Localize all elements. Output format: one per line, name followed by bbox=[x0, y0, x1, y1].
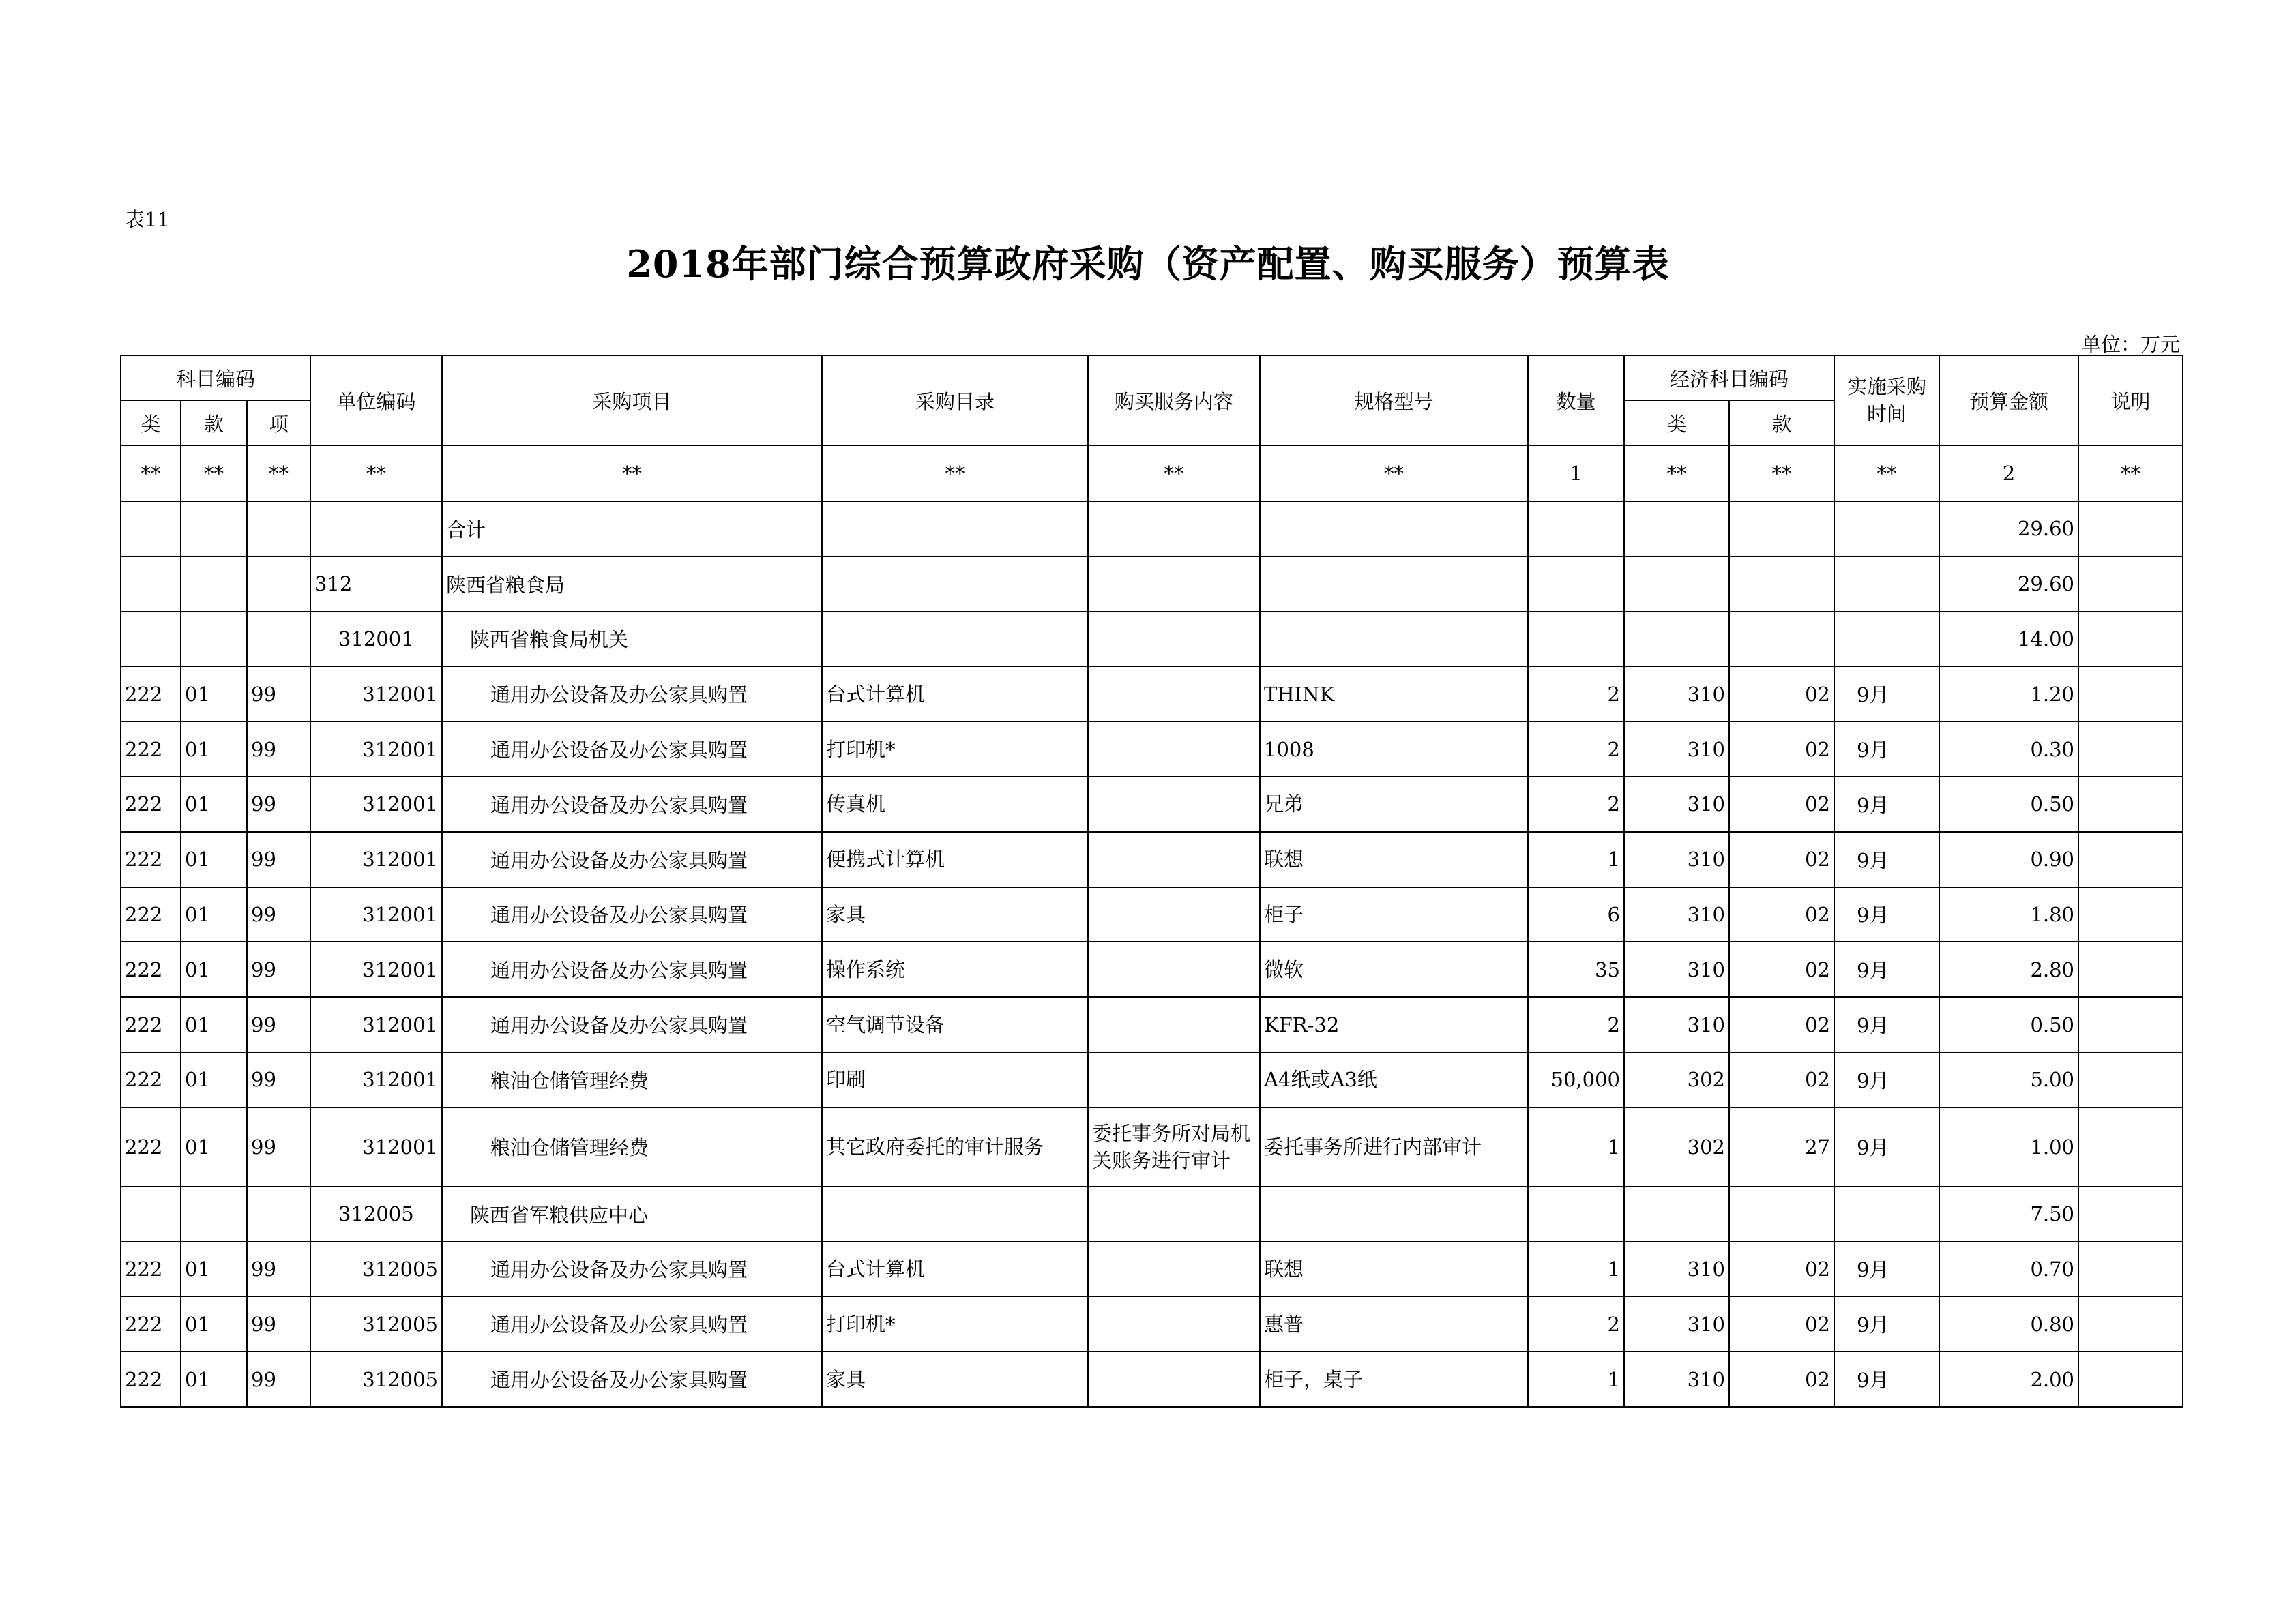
cell-note bbox=[2078, 1107, 2183, 1187]
cell-spec: 惠普 bbox=[1260, 1296, 1528, 1352]
cell-kuan bbox=[181, 556, 247, 612]
cell-kuan: 01 bbox=[181, 942, 247, 997]
cell-econ-lei: 310 bbox=[1624, 832, 1729, 887]
budget-table bbox=[120, 355, 2183, 1408]
table-row bbox=[121, 501, 2183, 556]
cell-spec bbox=[1260, 556, 1528, 612]
cell-unit-code bbox=[310, 501, 442, 556]
cell-unit-code: 312005 bbox=[310, 1242, 442, 1297]
cell-note bbox=[2078, 501, 2183, 556]
cell-amount: 1.20 bbox=[1939, 666, 2078, 721]
table-row bbox=[121, 1352, 2183, 1407]
cell-project: 通用办公设备及办公家具购置 bbox=[442, 1296, 822, 1352]
header-lei: 类 bbox=[121, 400, 181, 445]
cell-xiang: 99 bbox=[247, 832, 310, 887]
cell-amount: 0.80 bbox=[1939, 1296, 2078, 1352]
cell-kuan: 01 bbox=[181, 666, 247, 721]
cell-service bbox=[1088, 1187, 1260, 1242]
cell-kuan: 01 bbox=[181, 777, 247, 832]
cell-service bbox=[1088, 1296, 1260, 1352]
header-econ-kuan: 款 bbox=[1729, 400, 1834, 445]
cell-spec: 1008 bbox=[1260, 721, 1528, 777]
cell-amount: 2.80 bbox=[1939, 942, 2078, 997]
cell-amount: 7.50 bbox=[1939, 1187, 2078, 1242]
cell-kuan bbox=[181, 501, 247, 556]
table-row bbox=[121, 997, 2183, 1052]
cell-catalog: 空气调节设备 bbox=[822, 997, 1088, 1052]
header-row-1 bbox=[121, 355, 2183, 400]
code-cell: ** bbox=[442, 445, 822, 501]
cell-note bbox=[2078, 556, 2183, 612]
cell-spec: 联想 bbox=[1260, 1242, 1528, 1297]
cell-time: 9月 bbox=[1834, 1296, 1939, 1352]
cell-xiang: 99 bbox=[247, 1242, 310, 1297]
cell-lei bbox=[121, 556, 181, 612]
page-title: 2018年部门综合预算政府采购（资产配置、购买服务）预算表 bbox=[626, 242, 1670, 286]
cell-xiang bbox=[247, 1187, 310, 1242]
header-unit-code: 单位编码 bbox=[310, 355, 442, 445]
cell-quantity: 2 bbox=[1528, 721, 1624, 777]
table-row bbox=[121, 612, 2183, 667]
cell-amount: 0.50 bbox=[1939, 997, 2078, 1052]
cell-lei: 222 bbox=[121, 997, 181, 1052]
cell-kuan: 01 bbox=[181, 1242, 247, 1297]
header-service-content: 购买服务内容 bbox=[1088, 355, 1260, 445]
cell-service bbox=[1088, 1242, 1260, 1297]
cell-catalog: 操作系统 bbox=[822, 942, 1088, 997]
cell-unit-code: 312001 bbox=[310, 612, 442, 667]
cell-catalog: 家具 bbox=[822, 1352, 1088, 1407]
cell-catalog: 印刷 bbox=[822, 1052, 1088, 1107]
cell-lei: 222 bbox=[121, 721, 181, 777]
cell-note bbox=[2078, 1296, 2183, 1352]
header-subject-code: 科目编码 bbox=[121, 355, 310, 400]
cell-econ-lei: 310 bbox=[1624, 777, 1729, 832]
header-amount: 预算金额 bbox=[1939, 355, 2078, 445]
cell-lei bbox=[121, 1187, 181, 1242]
cell-econ-lei: 310 bbox=[1624, 1242, 1729, 1297]
cell-econ-kuan bbox=[1729, 501, 1834, 556]
cell-service bbox=[1088, 997, 1260, 1052]
cell-project: 通用办公设备及办公家具购置 bbox=[442, 832, 822, 887]
cell-quantity: 2 bbox=[1528, 1296, 1624, 1352]
cell-catalog bbox=[822, 612, 1088, 667]
cell-note bbox=[2078, 1242, 2183, 1297]
cell-catalog: 传真机 bbox=[822, 777, 1088, 832]
cell-xiang: 99 bbox=[247, 721, 310, 777]
cell-econ-lei bbox=[1624, 556, 1729, 612]
cell-note bbox=[2078, 832, 2183, 887]
cell-service bbox=[1088, 942, 1260, 997]
cell-kuan: 01 bbox=[181, 832, 247, 887]
cell-econ-lei: 310 bbox=[1624, 887, 1729, 942]
cell-econ-kuan: 02 bbox=[1729, 1352, 1834, 1407]
code-cell: ** bbox=[181, 445, 247, 501]
cell-xiang: 99 bbox=[247, 777, 310, 832]
cell-spec: 柜子，桌子 bbox=[1260, 1352, 1528, 1407]
cell-xiang bbox=[247, 501, 310, 556]
cell-time bbox=[1834, 501, 1939, 556]
code-cell: ** bbox=[121, 445, 181, 501]
cell-project: 合计 bbox=[442, 501, 822, 556]
cell-unit-code: 312005 bbox=[310, 1187, 442, 1242]
cell-xiang bbox=[247, 612, 310, 667]
cell-spec: KFR-32 bbox=[1260, 997, 1528, 1052]
code-row bbox=[121, 445, 2183, 501]
cell-unit-code: 312001 bbox=[310, 666, 442, 721]
cell-amount: 0.70 bbox=[1939, 1242, 2078, 1297]
cell-service bbox=[1088, 1352, 1260, 1407]
cell-quantity: 1 bbox=[1528, 832, 1624, 887]
cell-project: 通用办公设备及办公家具购置 bbox=[442, 997, 822, 1052]
cell-spec: 微软 bbox=[1260, 942, 1528, 997]
cell-econ-lei: 310 bbox=[1624, 666, 1729, 721]
cell-note bbox=[2078, 612, 2183, 667]
cell-catalog: 打印机* bbox=[822, 721, 1088, 777]
cell-econ-lei: 310 bbox=[1624, 1352, 1729, 1407]
cell-amount: 0.30 bbox=[1939, 721, 2078, 777]
cell-econ-kuan: 02 bbox=[1729, 942, 1834, 997]
cell-amount: 14.00 bbox=[1939, 612, 2078, 667]
cell-note bbox=[2078, 777, 2183, 832]
cell-quantity bbox=[1528, 556, 1624, 612]
cell-econ-kuan bbox=[1729, 612, 1834, 667]
cell-quantity: 6 bbox=[1528, 887, 1624, 942]
cell-quantity: 1 bbox=[1528, 1107, 1624, 1187]
cell-econ-kuan: 02 bbox=[1729, 832, 1834, 887]
cell-xiang: 99 bbox=[247, 997, 310, 1052]
cell-lei bbox=[121, 612, 181, 667]
cell-time: 9月 bbox=[1834, 777, 1939, 832]
cell-econ-kuan: 02 bbox=[1729, 666, 1834, 721]
table-label: 表11 bbox=[125, 208, 170, 231]
code-cell: ** bbox=[1834, 445, 1939, 501]
cell-amount: 1.80 bbox=[1939, 887, 2078, 942]
cell-econ-kuan: 02 bbox=[1729, 777, 1834, 832]
cell-note bbox=[2078, 721, 2183, 777]
cell-amount: 1.00 bbox=[1939, 1107, 2078, 1187]
header-note: 说明 bbox=[2078, 355, 2183, 445]
cell-kuan: 01 bbox=[181, 997, 247, 1052]
cell-econ-kuan: 02 bbox=[1729, 997, 1834, 1052]
cell-spec: 柜子 bbox=[1260, 887, 1528, 942]
cell-note bbox=[2078, 1352, 2183, 1407]
header-catalog: 采购目录 bbox=[822, 355, 1088, 445]
cell-econ-lei: 310 bbox=[1624, 997, 1729, 1052]
cell-spec bbox=[1260, 1187, 1528, 1242]
cell-service bbox=[1088, 887, 1260, 942]
table-row bbox=[121, 666, 2183, 721]
cell-spec bbox=[1260, 612, 1528, 667]
cell-service bbox=[1088, 1052, 1260, 1107]
cell-unit-code: 312001 bbox=[310, 1052, 442, 1107]
cell-lei: 222 bbox=[121, 1052, 181, 1107]
table-body bbox=[121, 501, 2183, 1407]
cell-service bbox=[1088, 501, 1260, 556]
cell-catalog: 其它政府委托的审计服务 bbox=[822, 1107, 1088, 1187]
header-econ-lei: 类 bbox=[1624, 400, 1729, 445]
cell-note bbox=[2078, 942, 2183, 997]
header-project: 采购项目 bbox=[442, 355, 822, 445]
cell-econ-lei bbox=[1624, 612, 1729, 667]
cell-service bbox=[1088, 666, 1260, 721]
cell-lei: 222 bbox=[121, 887, 181, 942]
cell-xiang: 99 bbox=[247, 887, 310, 942]
cell-catalog: 便携式计算机 bbox=[822, 832, 1088, 887]
cell-unit-code: 312001 bbox=[310, 942, 442, 997]
cell-quantity bbox=[1528, 501, 1624, 556]
cell-kuan: 01 bbox=[181, 1107, 247, 1187]
cell-catalog: 打印机* bbox=[822, 1296, 1088, 1352]
cell-quantity: 2 bbox=[1528, 997, 1624, 1052]
cell-lei: 222 bbox=[121, 832, 181, 887]
cell-time: 9月 bbox=[1834, 997, 1939, 1052]
cell-time: 9月 bbox=[1834, 1242, 1939, 1297]
cell-xiang: 99 bbox=[247, 1052, 310, 1107]
cell-amount: 2.00 bbox=[1939, 1352, 2078, 1407]
cell-lei: 222 bbox=[121, 1296, 181, 1352]
cell-project: 通用办公设备及办公家具购置 bbox=[442, 1352, 822, 1407]
code-cell: ** bbox=[1260, 445, 1528, 501]
cell-xiang: 99 bbox=[247, 1352, 310, 1407]
cell-spec bbox=[1260, 501, 1528, 556]
cell-econ-kuan bbox=[1729, 1187, 1834, 1242]
cell-econ-kuan: 02 bbox=[1729, 887, 1834, 942]
cell-unit-code: 312005 bbox=[310, 1296, 442, 1352]
cell-amount: 0.50 bbox=[1939, 777, 2078, 832]
cell-catalog bbox=[822, 501, 1088, 556]
cell-unit-code: 312001 bbox=[310, 997, 442, 1052]
cell-time bbox=[1834, 556, 1939, 612]
cell-catalog bbox=[822, 1187, 1088, 1242]
cell-note bbox=[2078, 1052, 2183, 1107]
cell-quantity: 2 bbox=[1528, 777, 1624, 832]
cell-service bbox=[1088, 832, 1260, 887]
cell-service bbox=[1088, 777, 1260, 832]
cell-spec: 兄弟 bbox=[1260, 777, 1528, 832]
cell-project: 粮油仓储管理经费 bbox=[442, 1052, 822, 1107]
cell-service bbox=[1088, 612, 1260, 667]
cell-xiang bbox=[247, 556, 310, 612]
cell-xiang: 99 bbox=[247, 666, 310, 721]
cell-project: 通用办公设备及办公家具购置 bbox=[442, 777, 822, 832]
header-spec: 规格型号 bbox=[1260, 355, 1528, 445]
cell-project: 通用办公设备及办公家具购置 bbox=[442, 1242, 822, 1297]
cell-lei bbox=[121, 501, 181, 556]
cell-catalog: 家具 bbox=[822, 887, 1088, 942]
table-row bbox=[121, 777, 2183, 832]
cell-project: 陕西省粮食局机关 bbox=[442, 612, 822, 667]
cell-econ-kuan: 02 bbox=[1729, 721, 1834, 777]
cell-kuan: 01 bbox=[181, 1052, 247, 1107]
cell-amount: 29.60 bbox=[1939, 556, 2078, 612]
code-cell: ** bbox=[1624, 445, 1729, 501]
cell-time: 9月 bbox=[1834, 1052, 1939, 1107]
cell-project: 粮油仓储管理经费 bbox=[442, 1107, 822, 1187]
cell-quantity: 35 bbox=[1528, 942, 1624, 997]
unit-label: 单位：万元 bbox=[2080, 333, 2180, 356]
cell-project: 通用办公设备及办公家具购置 bbox=[442, 721, 822, 777]
cell-unit-code: 312001 bbox=[310, 721, 442, 777]
code-cell: 1 bbox=[1528, 445, 1624, 501]
cell-project: 通用办公设备及办公家具购置 bbox=[442, 666, 822, 721]
cell-time: 9月 bbox=[1834, 887, 1939, 942]
cell-econ-lei: 310 bbox=[1624, 721, 1729, 777]
table-row bbox=[121, 832, 2183, 887]
cell-lei: 222 bbox=[121, 666, 181, 721]
code-cell: ** bbox=[822, 445, 1088, 501]
cell-kuan: 01 bbox=[181, 721, 247, 777]
cell-kuan: 01 bbox=[181, 1352, 247, 1407]
cell-quantity: 1 bbox=[1528, 1352, 1624, 1407]
cell-unit-code: 312001 bbox=[310, 777, 442, 832]
cell-econ-kuan: 27 bbox=[1729, 1107, 1834, 1187]
cell-project: 通用办公设备及办公家具购置 bbox=[442, 942, 822, 997]
cell-econ-kuan: 02 bbox=[1729, 1052, 1834, 1107]
cell-unit-code: 312001 bbox=[310, 832, 442, 887]
cell-xiang: 99 bbox=[247, 1107, 310, 1187]
cell-spec: THINK bbox=[1260, 666, 1528, 721]
cell-time bbox=[1834, 612, 1939, 667]
cell-quantity: 2 bbox=[1528, 666, 1624, 721]
cell-lei: 222 bbox=[121, 1352, 181, 1407]
cell-econ-kuan: 02 bbox=[1729, 1242, 1834, 1297]
cell-catalog: 台式计算机 bbox=[822, 1242, 1088, 1297]
code-cell: ** bbox=[1088, 445, 1260, 501]
cell-time: 9月 bbox=[1834, 942, 1939, 997]
cell-time: 9月 bbox=[1834, 721, 1939, 777]
cell-lei: 222 bbox=[121, 1107, 181, 1187]
table-row bbox=[121, 887, 2183, 942]
code-cell: 2 bbox=[1939, 445, 2078, 501]
cell-service bbox=[1088, 556, 1260, 612]
cell-time bbox=[1834, 1187, 1939, 1242]
table-row bbox=[121, 1187, 2183, 1242]
header-quantity: 数量 bbox=[1528, 355, 1624, 445]
header-time: 实施采购时间 bbox=[1834, 355, 1939, 445]
cell-service: 委托事务所对局机关账务进行审计 bbox=[1088, 1107, 1260, 1187]
cell-service bbox=[1088, 721, 1260, 777]
cell-kuan: 01 bbox=[181, 887, 247, 942]
cell-xiang: 99 bbox=[247, 1296, 310, 1352]
cell-project: 通用办公设备及办公家具购置 bbox=[442, 887, 822, 942]
cell-project: 陕西省军粮供应中心 bbox=[442, 1187, 822, 1242]
cell-unit-code: 312001 bbox=[310, 887, 442, 942]
cell-unit-code: 312001 bbox=[310, 1107, 442, 1187]
table-row bbox=[121, 1107, 2183, 1187]
cell-econ-lei bbox=[1624, 1187, 1729, 1242]
cell-spec: 委托事务所进行内部审计 bbox=[1260, 1107, 1528, 1187]
cell-kuan bbox=[181, 1187, 247, 1242]
cell-econ-lei: 302 bbox=[1624, 1107, 1729, 1187]
cell-note bbox=[2078, 666, 2183, 721]
cell-amount: 29.60 bbox=[1939, 501, 2078, 556]
cell-econ-kuan bbox=[1729, 556, 1834, 612]
cell-note bbox=[2078, 887, 2183, 942]
cell-econ-lei: 310 bbox=[1624, 942, 1729, 997]
cell-amount: 0.90 bbox=[1939, 832, 2078, 887]
cell-spec: A4纸或A3纸 bbox=[1260, 1052, 1528, 1107]
table-row bbox=[121, 1052, 2183, 1107]
cell-note bbox=[2078, 1187, 2183, 1242]
code-cell: ** bbox=[247, 445, 310, 501]
table-row bbox=[121, 1242, 2183, 1297]
table-row bbox=[121, 556, 2183, 612]
cell-lei: 222 bbox=[121, 942, 181, 997]
cell-unit-code: 312 bbox=[310, 556, 442, 612]
cell-lei: 222 bbox=[121, 1242, 181, 1297]
header-kuan: 款 bbox=[181, 400, 247, 445]
code-cell: ** bbox=[1729, 445, 1834, 501]
header-xiang: 项 bbox=[247, 400, 310, 445]
cell-xiang: 99 bbox=[247, 942, 310, 997]
cell-quantity: 50,000 bbox=[1528, 1052, 1624, 1107]
code-cell: ** bbox=[2078, 445, 2183, 501]
cell-quantity: 1 bbox=[1528, 1242, 1624, 1297]
cell-kuan bbox=[181, 612, 247, 667]
cell-catalog bbox=[822, 556, 1088, 612]
cell-amount: 5.00 bbox=[1939, 1052, 2078, 1107]
cell-quantity bbox=[1528, 1187, 1624, 1242]
cell-time: 9月 bbox=[1834, 1107, 1939, 1187]
cell-econ-kuan: 02 bbox=[1729, 1296, 1834, 1352]
table-row bbox=[121, 721, 2183, 777]
cell-catalog: 台式计算机 bbox=[822, 666, 1088, 721]
header-econ-code: 经济科目编码 bbox=[1624, 355, 1834, 400]
cell-econ-lei: 302 bbox=[1624, 1052, 1729, 1107]
cell-lei: 222 bbox=[121, 777, 181, 832]
table-row bbox=[121, 1296, 2183, 1352]
cell-quantity bbox=[1528, 612, 1624, 667]
cell-time: 9月 bbox=[1834, 666, 1939, 721]
cell-time: 9月 bbox=[1834, 832, 1939, 887]
cell-project: 陕西省粮食局 bbox=[442, 556, 822, 612]
cell-econ-lei bbox=[1624, 501, 1729, 556]
cell-unit-code: 312005 bbox=[310, 1352, 442, 1407]
cell-spec: 联想 bbox=[1260, 832, 1528, 887]
cell-time: 9月 bbox=[1834, 1352, 1939, 1407]
cell-econ-lei: 310 bbox=[1624, 1296, 1729, 1352]
table-row bbox=[121, 942, 2183, 997]
cell-note bbox=[2078, 997, 2183, 1052]
cell-kuan: 01 bbox=[181, 1296, 247, 1352]
code-cell: ** bbox=[310, 445, 442, 501]
